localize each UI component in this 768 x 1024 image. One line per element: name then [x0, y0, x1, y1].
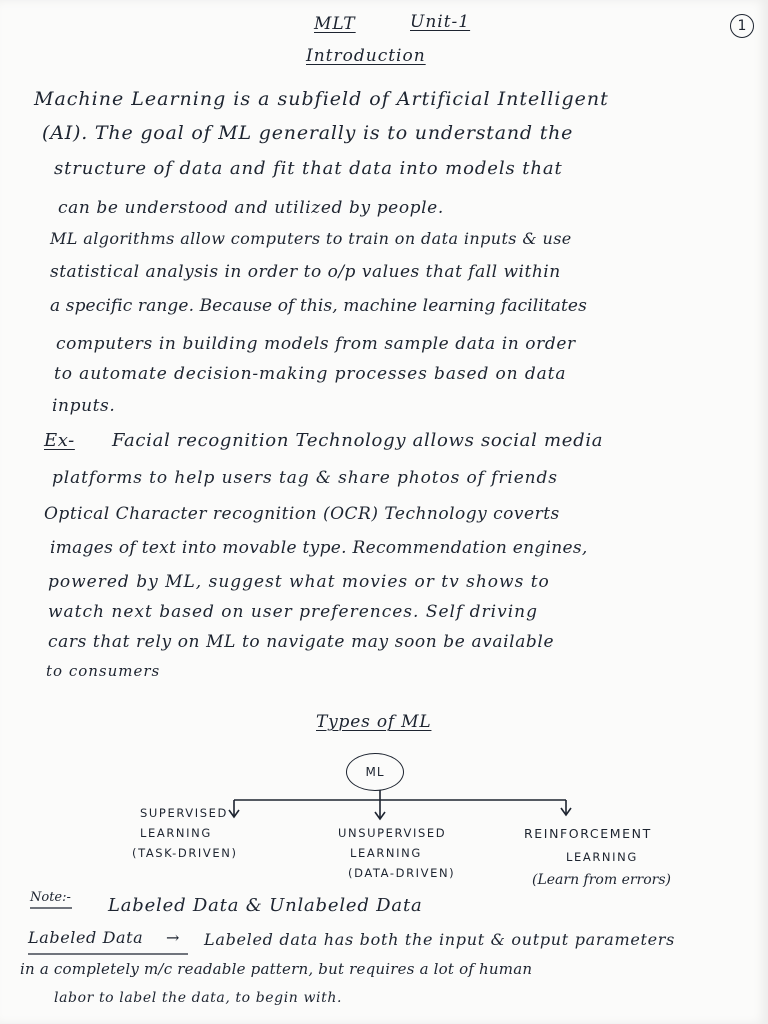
ml-root-node: ML	[346, 753, 404, 791]
example-line: Optical Character recognition (OCR) Technology coverts	[44, 504, 560, 524]
intro-line: statistical analysis in order to o/p values that fall within	[50, 262, 561, 282]
note-label: Note:-	[30, 890, 71, 905]
reinforcement-label: LEARNING	[566, 850, 638, 864]
supervised-label: (TASK-DRIVEN)	[132, 846, 238, 860]
labeled-data-line: Labeled data has both the input & output parameters	[204, 930, 676, 949]
example-line: cars that rely on ML to navigate may soon be available	[48, 632, 555, 652]
unsupervised-label: UNSUPERVISED	[338, 826, 447, 840]
labeled-data-line: in a completely m/c readable pattern, but requires a lot of human	[20, 960, 533, 978]
example-line: Facial recognition Technology allows social media	[112, 430, 604, 451]
types-heading: Types of ML	[316, 712, 432, 732]
arrow-icon: →	[166, 928, 181, 947]
example-line: platforms to help users tag & share photos of friends	[52, 468, 558, 488]
labeled-data-line: labor to label the data, to begin with.	[54, 990, 343, 1006]
subject-label: MLT	[314, 14, 356, 34]
example-line: images of text into movable type. Recommendation engines,	[50, 538, 588, 558]
page-number: 1	[730, 14, 754, 38]
note-text: Labeled Data & Unlabeled Data	[108, 895, 423, 916]
unit-label: Unit-1	[410, 12, 471, 32]
supervised-label: LEARNING	[140, 826, 212, 840]
reinforcement-label: (Learn from errors)	[532, 872, 672, 888]
intro-line: structure of data and fit that data into models that	[54, 158, 563, 179]
intro-line: Machine Learning is a subfield of Artificial Intelligent	[34, 88, 609, 110]
page-title: Introduction	[306, 46, 426, 66]
intro-line: can be understood and utilized by people.	[58, 198, 444, 218]
unsupervised-label: (DATA-DRIVEN)	[348, 866, 456, 880]
intro-line: a specific range. Because of this, machine learning facilitates	[50, 296, 587, 316]
intro-line: (AI). The goal of ML generally is to understand the	[42, 122, 574, 144]
example-line: to consumers	[46, 662, 161, 680]
intro-line: inputs.	[52, 396, 116, 416]
intro-line: to automate decision-making processes based on data	[54, 364, 567, 384]
example-label: Ex-	[44, 430, 75, 451]
intro-line: computers in building models from sample data in order	[56, 334, 576, 354]
intro-line: ML algorithms allow computers to train on data inputs & use	[50, 229, 572, 248]
unsupervised-label: LEARNING	[350, 846, 422, 860]
reinforcement-label: REINFORCEMENT	[524, 826, 652, 841]
supervised-label: SUPERVISED	[140, 806, 228, 820]
example-line: watch next based on user preferences. Self driving	[48, 602, 538, 622]
example-line: powered by ML, suggest what movies or tv shows to	[48, 572, 550, 592]
labeled-data-label: Labeled Data	[28, 928, 144, 947]
